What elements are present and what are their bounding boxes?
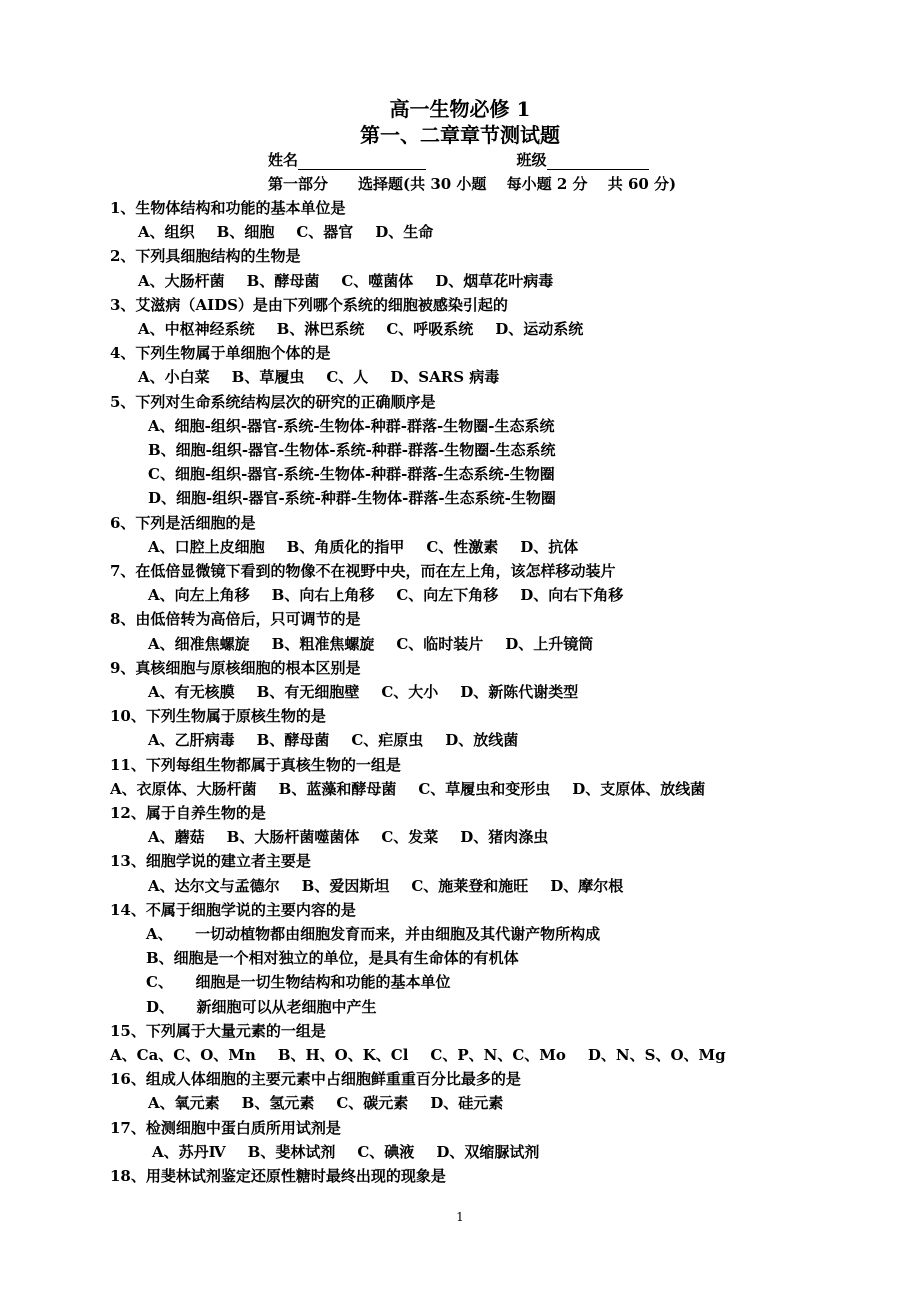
answer-option[interactable]: D、运动系统 [495,320,584,338]
answer-option[interactable]: A、组织 [138,223,195,242]
answer-option[interactable]: D、细胞-组织-器官-系统-种群-生物体-群落-生态系统-生物圈 [148,489,556,508]
answer-options [110,1045,748,1065]
answer-options [138,367,521,387]
answer-option[interactable]: B、细胞是一个相对独立的单位，是具有生命体的有机体 [146,949,519,968]
answer-option[interactable]: D、上升镜筒 [505,634,594,653]
answer-options [138,319,605,339]
page-number: 1 [456,1210,464,1224]
answer-option[interactable]: D、N、S、O、Mg [587,1046,726,1064]
answer-option[interactable]: C、人 [326,368,369,387]
question-stem: 3、艾滋病（AIDS）是由下列哪个系统的细胞被感染引起的 [110,295,508,314]
answer-options [110,779,727,799]
question-stem: 1、生物体结构和功能的基本单位是 [110,199,346,217]
answer-option[interactable]: D、 新细胞可以从老细胞中产生 [146,997,377,1016]
question-stem: 11、下列每组生物都属于真核生物的一组是 [110,755,401,774]
answer-option[interactable]: A、有无核膜 [148,683,235,701]
answer-option[interactable]: A、细准焦螺旋 [148,634,250,653]
answer-options [148,827,570,847]
student-info [268,150,649,170]
answer-options [148,876,645,896]
answer-option[interactable]: D、支原体、放线菌 [572,779,706,798]
answer-option[interactable]: D、硅元素 [430,1094,504,1113]
answer-option[interactable]: B、蓝藻和酵母菌 [278,779,397,798]
answer-option[interactable]: A、氧元素 [148,1094,220,1113]
answer-option[interactable]: B、爱因斯坦 [301,876,390,895]
answer-option[interactable]: B、细胞-组织-器官-生物体-系统-种群-群落-生物圈-生态系统 [148,441,556,459]
answer-option[interactable]: B、大肠杆菌噬菌体 [226,828,360,847]
answer-option[interactable]: B、氢元素 [241,1094,315,1113]
answer-option[interactable]: A、达尔文与孟德尔 [148,876,280,895]
answer-option[interactable]: A、蘑菇 [148,828,205,847]
answer-options [138,222,455,242]
answer-option[interactable]: D、新陈代谢类型 [460,683,579,701]
answer-option[interactable]: C、大小 [381,683,439,701]
class-blank [547,152,649,170]
answer-option[interactable]: C、碳元素 [336,1094,409,1113]
answer-option[interactable]: D、摩尔根 [550,876,624,895]
answer-option[interactable]: B、粗准焦螺旋 [271,634,375,653]
answer-option[interactable]: A、向左上角移 [148,586,250,605]
answer-option[interactable]: D、放线菌 [445,731,519,750]
answer-option[interactable]: B、细胞 [216,223,275,242]
name-blank [298,152,426,170]
answer-option[interactable]: D、SARS 病毒 [390,368,500,387]
question-stem: 14、不属于细胞学说的主要内容的是 [110,900,356,919]
answer-option[interactable]: D、抗体 [520,537,579,556]
name-label: 姓名 [268,151,299,169]
answer-option[interactable]: C、呼吸系统 [386,320,474,338]
answer-options [138,271,575,291]
answer-option[interactable]: B、酵母菌 [256,731,330,750]
question-stem: 7、在低倍显微镜下看到的物像不在视野中央，而在左上角，该怎样移动装片 [110,562,616,580]
class-label: 班级 [516,151,547,169]
question-stem: 15、下列属于大量元素的一组是 [110,1021,326,1040]
question-stem: 12、属于自养生物的是 [110,804,266,822]
answer-option[interactable]: B、有无细胞壁 [256,683,360,701]
answer-option[interactable]: A、口腔上皮细胞 [148,537,265,556]
answer-option[interactable]: C、性激素 [426,537,499,556]
exam-subtitle: 第一、二章章节测试题 [360,123,560,147]
answer-option[interactable]: A、大肠杆菌 [138,271,225,290]
answer-options [148,682,600,702]
answer-options [148,537,600,557]
answer-option[interactable]: C、临时装片 [396,634,484,653]
question-stem: 5、下列对生命系统结构层次的研究的正确顺序是 [110,392,436,411]
question-stem: 13、细胞学说的建立者主要是 [110,852,311,871]
question-stem: 16、组成人体细胞的主要元素中占细胞鲜重重百分比最多的是 [110,1070,521,1089]
question-stem: 2、下列具细胞结构的生物是 [110,247,301,266]
answer-option[interactable]: D、猪肉涤虫 [460,828,549,847]
answer-options [152,1142,561,1162]
exam-title: 高一生物必修 1 [389,97,531,121]
answer-option[interactable]: B、角质化的指甲 [286,537,405,556]
question-stem: 8、由低倍转为高倍后，只可调节的是 [110,610,361,629]
answer-option[interactable]: C、疟原虫 [351,731,424,750]
question-stem: 18、用斐林试剂鉴定还原性糖时最终出现的现象是 [110,1167,446,1185]
answer-options [148,730,540,750]
answer-option[interactable]: D、烟草花叶病毒 [435,271,554,290]
answer-option[interactable]: A、小白菜 [138,368,210,387]
answer-option[interactable]: C、碘液 [357,1142,415,1161]
answer-option[interactable]: A、乙肝病毒 [148,731,235,750]
answer-option[interactable]: C、施莱登和施旺 [411,876,529,895]
question-stem: 10、下列生物属于原核生物的是 [110,707,326,726]
answer-option[interactable]: A、 一切动植物都由细胞发育而来，并由细胞及其代谢产物所构成 [146,925,601,943]
answer-options [148,585,645,605]
answer-option[interactable]: B、草履虫 [231,368,305,387]
answer-option[interactable]: B、酵母菌 [246,271,320,290]
answer-option[interactable]: C、噬菌体 [341,271,414,290]
answer-option[interactable]: A、Ca、C、O、Mn [110,1046,256,1064]
question-stem: 6、下列是活细胞的是 [110,513,256,532]
answer-option[interactable]: D、生命 [375,223,434,242]
answer-option[interactable]: B、H、O、K、Cl [277,1046,409,1064]
answer-option[interactable]: B、淋巴系统 [276,320,365,338]
answer-option[interactable]: B、斐林试剂 [247,1142,336,1161]
answer-option[interactable]: C、器官 [296,223,354,242]
answer-option[interactable]: A、衣原体、大肠杆菌 [110,779,257,798]
answer-options [148,1093,525,1113]
section-heading: 第一部分 选择题(共 30 小题 每小题 2 分 共 60 分) [268,175,677,193]
answer-option[interactable]: D、向右下角移 [520,586,624,605]
answer-option[interactable]: C、发菜 [381,828,439,847]
question-stem: 4、下列生物属于单细胞个体的是 [110,344,331,363]
answer-option[interactable]: C、草履虫和变形虫 [418,779,551,798]
answer-option[interactable]: C、细胞-组织-器官-系统-生物体-种群-群落-生态系统-生物圈 [148,465,555,484]
answer-option[interactable]: C、P、N、C、Mo [430,1046,566,1064]
answer-option[interactable]: C、 细胞是一切生物结构和功能的基本单位 [146,973,451,992]
answer-option[interactable]: A、苏丹Ⅳ [152,1142,226,1161]
question-stem: 17、检测细胞中蛋白质所用试剂是 [110,1118,341,1137]
answer-option[interactable]: C、向左下角移 [396,586,499,605]
answer-option[interactable]: B、向右上角移 [271,586,375,605]
answer-option[interactable]: A、中枢神经系统 [138,320,255,338]
answer-option[interactable]: D、双缩脲试剂 [436,1142,540,1161]
answer-option[interactable]: A、细胞-组织-器官-系统-生物体-种群-群落-生物圈-生态系统 [148,416,555,435]
question-stem: 9、真核细胞与原核细胞的根本区别是 [110,658,361,677]
answer-options [148,634,615,654]
